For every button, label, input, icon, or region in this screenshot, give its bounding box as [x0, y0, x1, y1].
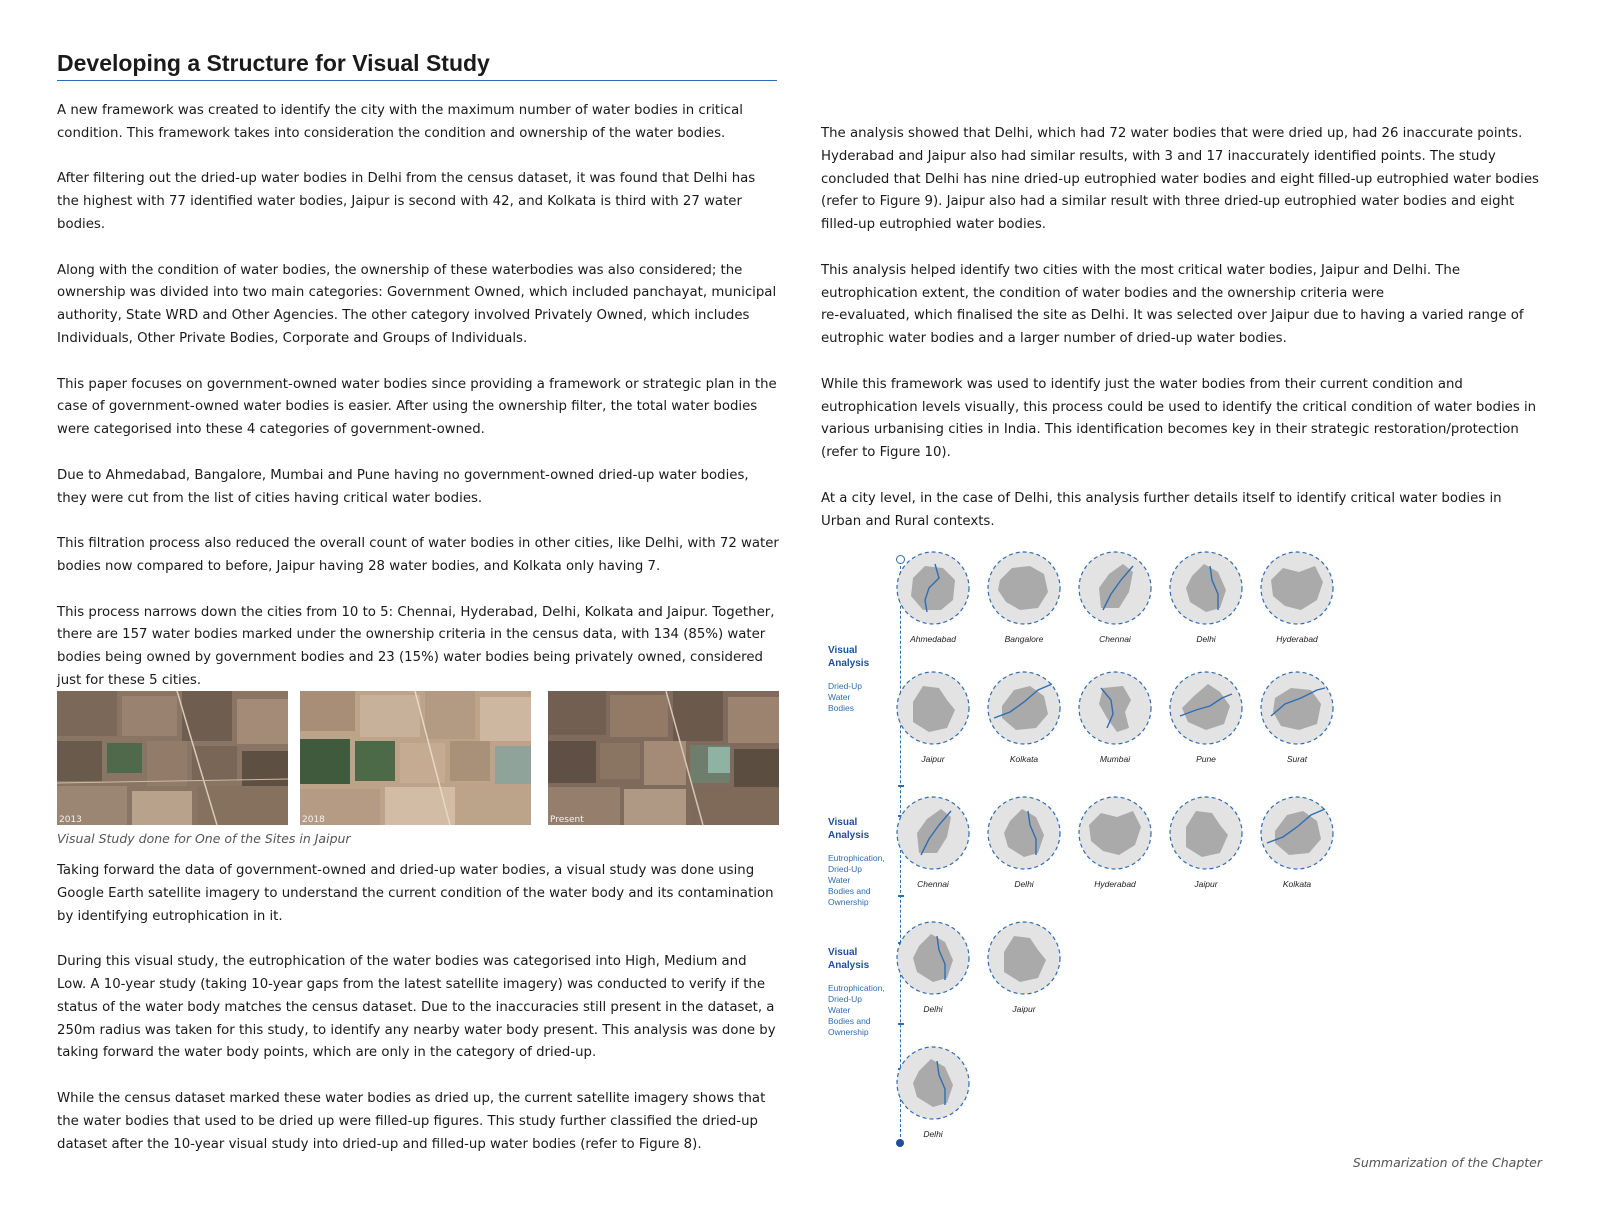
section-title: Visual Analysis — [828, 947, 870, 971]
city-map-pune — [1166, 670, 1246, 770]
city-label: Jaipur — [1194, 879, 1218, 889]
city-label: Ahmedabad — [910, 634, 956, 644]
city-map-chennai — [1075, 550, 1155, 650]
city-map-kolkata — [984, 670, 1064, 770]
city-map-jaipur — [1166, 795, 1246, 895]
satellite-photo-strip — [57, 691, 779, 825]
photo-year-label: 2013 — [59, 815, 82, 825]
section-subtitle: Eutrophication, Dried-Up Water Bodies and Ownership — [828, 983, 885, 1037]
section-subtitle: Eutrophication, Dried-Up Water Bodies and Ownership — [828, 853, 885, 907]
city-map-delhi — [893, 920, 973, 1020]
city-label: Hyderabad — [1276, 634, 1318, 644]
body-paragraph: This filtration process also reduced the overall count of water bodies in other cities, like Delhi, with 72 water bodies now compared to before, Jaipur having 28 water bodies, and Kolkata only having 7. — [57, 536, 779, 574]
body-paragraph: A new framework was created to identify the city with the maximum number of water bodies in critical condition. This framework takes into consideration the condition and ownership of the water bodies. — [57, 103, 743, 141]
satellite-photo-2018 — [300, 691, 531, 825]
body-paragraph: After filtering out the dried-up water bodies in Delhi from the census dataset, it was found that Delhi has the highest with 77 identified water bodies, Jaipur is second with 42, and Kolkata is third with 27 water bodies. — [57, 171, 756, 232]
diagram-caption: Summarization of the Chapter — [1352, 1155, 1542, 1170]
timeline-tick — [898, 895, 904, 897]
city-label: Jaipur — [1012, 1004, 1036, 1014]
city-label: Pune — [1196, 754, 1216, 764]
city-map-hyderabad — [1075, 795, 1155, 895]
city-map-delhi — [984, 795, 1064, 895]
body-paragraph: This process narrows down the cities from 10 to 5: Chennai, Hyderabad, Delhi, Kolkata and Jaipur. Together, there are 157 water bodies marked under the ownership criteria in the census data, with 134 (85%) water bodies being owned by government bodies and 23 (15%) water bodies being privately owned, considered just for these 5 cities. — [57, 604, 775, 688]
section-subtitle: Dried-Up Water Bodies — [828, 681, 863, 713]
city-map-delhi — [1166, 550, 1246, 650]
city-label: Jaipur — [921, 754, 945, 764]
satellite-photo-2013 — [57, 691, 288, 825]
city-map-kolkata — [1257, 795, 1337, 895]
photo-year-label: Present — [550, 815, 584, 825]
city-map-bangalore — [984, 550, 1064, 650]
city-label: Bangalore — [1004, 634, 1044, 644]
text-column-left-bottom — [57, 860, 779, 1179]
page-title: Developing a Structure for Visual Study — [57, 50, 777, 81]
photos-caption: Visual Study done for One of the Sites in Jaipur — [57, 831, 351, 846]
body-paragraph: The analysis showed that Delhi, which had 72 water bodies that were dried up, had 26 inaccurate points. Hyderabad and Jaipur also had similar results, with 3 and 17 inaccurately identified points. The study concluded that Delhi has nine dried-up eutrophied water bodies and eight filled-up eutrophied water bodies (refer to Figure 9). Jaipur also had a similar result with three dried-up eutrophied water bodies and eight filled-up eutrophied water bodies. — [821, 126, 1539, 233]
city-label: Chennai — [917, 879, 949, 889]
city-map-jaipur — [984, 920, 1064, 1020]
body-paragraph: Due to Ahmedabad, Bangalore, Mumbai and Pune having no government-owned dried-up water bodies, they were cut from the list of cities having critical water bodies. — [57, 467, 749, 506]
city-label: Delhi — [923, 1004, 943, 1014]
summary-diagram — [820, 555, 1380, 1175]
city-map-hyderabad — [1257, 550, 1337, 650]
satellite-photo-present — [548, 691, 779, 825]
section-title: Visual Analysis — [828, 645, 870, 669]
text-column-left-top — [57, 100, 779, 716]
city-label: Kolkata — [1282, 879, 1312, 889]
body-paragraph: At a city level, in the case of Delhi, this analysis further details itself to identify critical water bodies in Urban and Rural contexts. — [821, 490, 1502, 529]
city-map-jaipur — [893, 670, 973, 770]
body-paragraph: This paper focuses on government-owned water bodies since providing a framework or strategic plan in the case of government-owned water bodies is easier. After using the ownership filter, the total water bodies were categorised into these 4 categories of government-owned. — [57, 376, 777, 438]
city-label: Mumbai — [1099, 754, 1131, 764]
city-label: Kolkata — [1009, 754, 1039, 764]
section-title: Visual Analysis — [828, 817, 870, 841]
body-paragraph: Along with the condition of water bodies, the ownership of these waterbodies was also considered; the ownership was divided into two main categories: Government Owned, which included panchayat, municipal authority, State WRD and Other Agencies. The other category involved Privately Owned, which includes Individuals, Other Private Bodies, Corporate and Groups of Individuals. — [57, 262, 777, 346]
city-label: Delhi — [1196, 634, 1216, 644]
text-column-right — [821, 123, 1543, 556]
city-map-chennai — [893, 795, 973, 895]
timeline-tick — [898, 785, 904, 787]
city-label: Delhi — [923, 1129, 943, 1139]
photo-year-label: 2018 — [302, 815, 325, 825]
body-paragraph: This analysis helped identify two cities with the most critical water bodies, Jaipur and Delhi. The eutrophication extent, the condition of water bodies and the ownership criteria were re-evaluated, which finalised the site as Delhi. It was selected over Jaipur due to having a varied range of eutrophic water bodies and a larger number of dried-up water bodies. — [821, 262, 1524, 347]
body-paragraph: Taking forward the data of government-owned and dried-up water bodies, a visual study was done using Google Earth satellite imagery to understand the current condition of the water body and its contamination by identifying eutrophication in it. — [57, 863, 774, 924]
city-label: Hyderabad — [1094, 879, 1136, 889]
city-map-surat — [1257, 670, 1337, 770]
city-label: Delhi — [1014, 879, 1034, 889]
city-label: Surat — [1286, 754, 1308, 764]
city-map-delhi — [893, 1045, 973, 1145]
city-label: Chennai — [1099, 634, 1131, 644]
body-paragraph: During this visual study, the eutrophication of the water bodies was categorised into High, Medium and Low. A 10-year study (taking 10-year gaps from the latest satellite imagery) was conducted to verify if the status of the water body matches the census dataset. Due to the inaccuracies still present in the dataset, a 250m radius was taken for this study, to identify any nearby water body present. This analysis was done by taking forward the water body points, which are only in the category of dried-up. — [57, 954, 776, 1061]
body-paragraph: While the census dataset marked these water bodies as dried up, the current satellite imagery shows that the water bodies that used to be dried up were filled-up figures. This study further classified the dried-up dataset after the 10-year visual study into dried-up and filled-up water bodies (refer to Figure 8). — [57, 1090, 766, 1152]
body-paragraph: While this framework was used to identify just the water bodies from their current condition and eutrophication levels visually, this process could be used to identify the critical condition of water bodies in various urbanising cities in India. This identification becomes key in their strategic restoration/protection (refer to Figure 10). — [821, 376, 1537, 461]
city-map-ahmedabad — [893, 550, 973, 650]
city-map-mumbai — [1075, 670, 1155, 770]
timeline-tick — [898, 1023, 904, 1025]
